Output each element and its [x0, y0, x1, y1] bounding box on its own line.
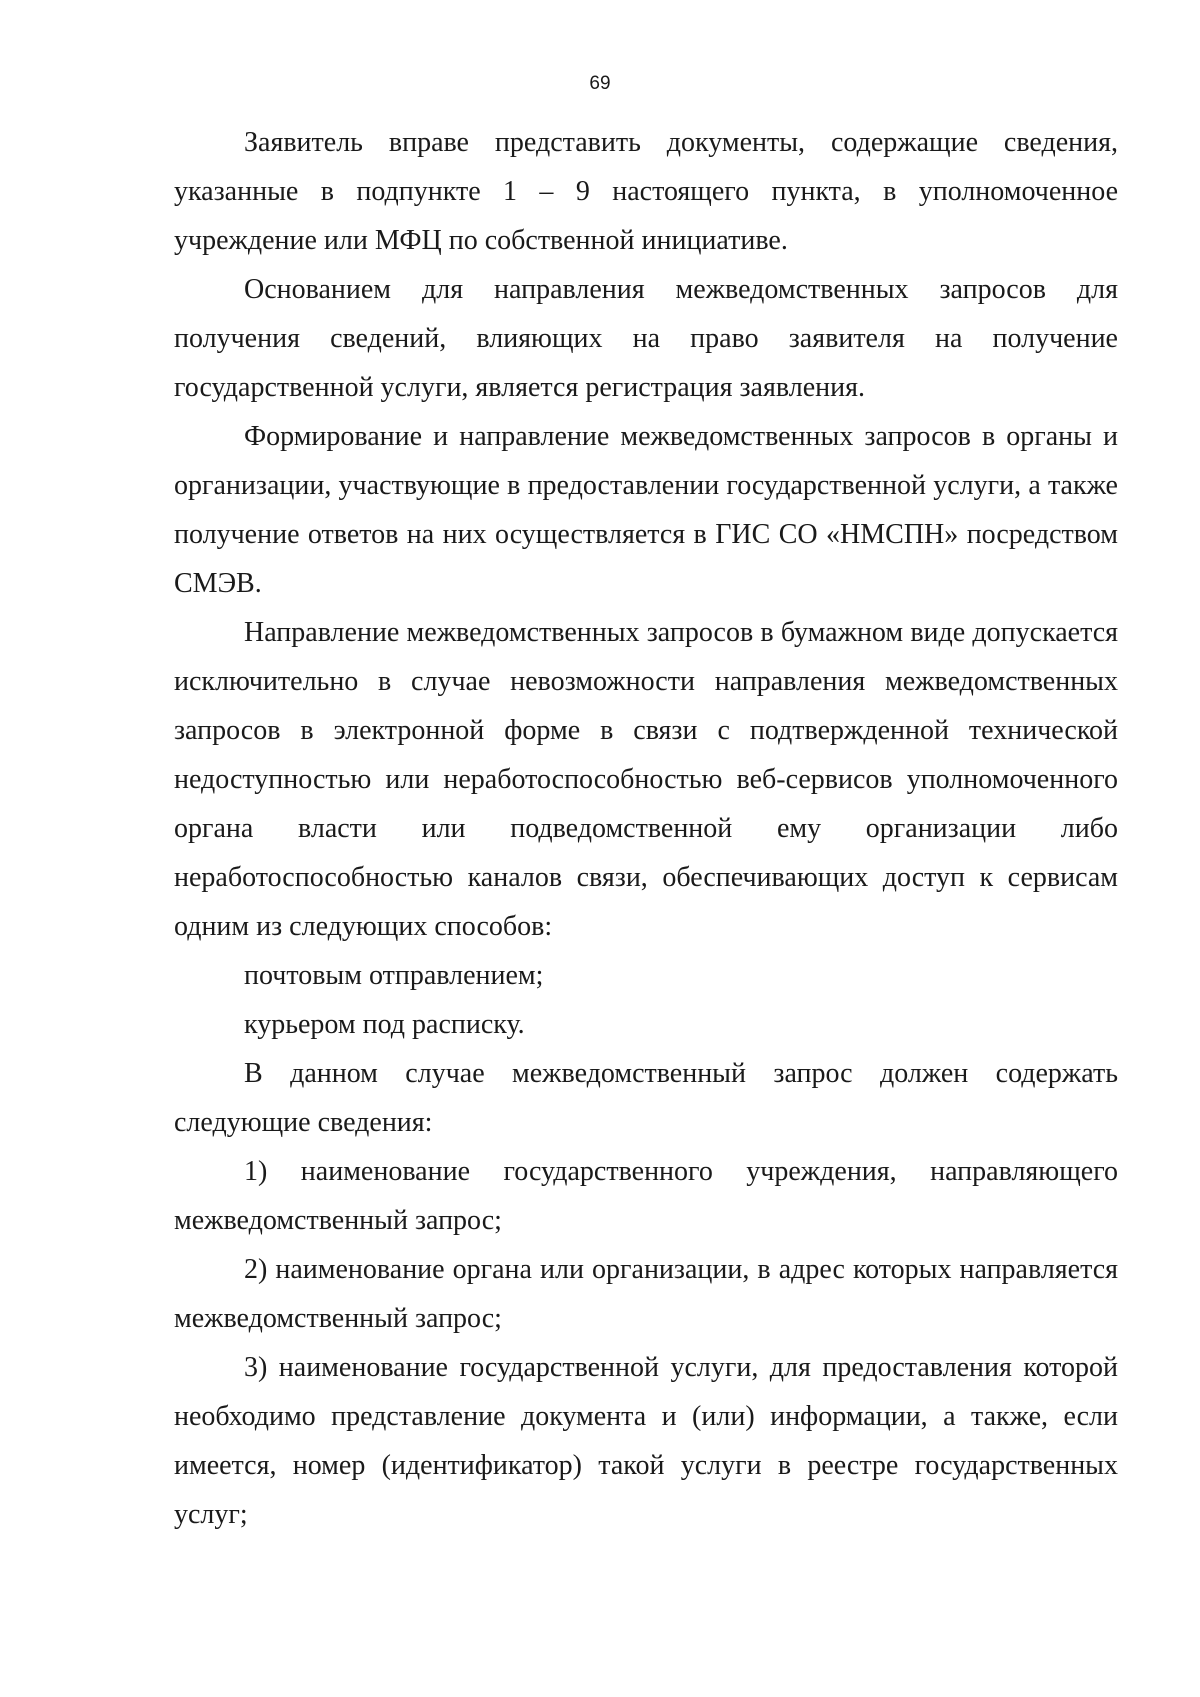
document-body — [174, 118, 1118, 1539]
paragraph-paper-requests: Направление межведомственных запросов в бумажном виде допускается исключительно в случае невозможности направления межведомственных запросов в электронной форме в связи с подтвержденной технической недоступностью или неработоспособностью веб-сервисов уполномоченного органа власти или подведомственной ему организации либо неработоспособностью каналов связи, обеспечивающих доступ к сервисам одним из следующих способов: — [174, 617, 1118, 942]
list-item-1: 1) наименование государственного учреждения, направляющего межведомственный запрос; — [174, 1156, 1118, 1236]
paragraph-applicant-right: Заявитель вправе представить документы, содержащие сведения, указанные в подпункте 1 – 9 настоящего пункта, в уполномоченное учреждение или МФЦ по собственной инициативе. — [174, 127, 1118, 256]
paragraph-by-courier: курьером под расписку. — [244, 1009, 525, 1040]
page-number: 69 — [589, 73, 611, 94]
paragraph-request-contents: В данном случае межведомственный запрос должен содержать следующие сведения: — [174, 1058, 1118, 1138]
paragraph-request-formation: Формирование и направление межведомственных запросов в органы и организации, участвующие в предоставлении государственной услуги, а также получение ответов на них осуществляется в ГИС СО «НМСПН» посредством СМЭВ. — [174, 421, 1118, 599]
paragraph-by-mail: почтовым отправлением; — [244, 960, 544, 991]
paragraph-basis-for-requests: Основанием для направления межведомственных запросов для получения сведений, влияющих на право заявителя на получение государственной услуги, является регистрация заявления. — [174, 274, 1118, 403]
list-item-3: 3) наименование государственной услуги, для предоставления которой необходимо представление документа и (или) информации, а также, если имеется, номер (идентификатор) такой услуги в реестре государственных услуг; — [174, 1352, 1118, 1530]
list-item-2: 2) наименование органа или организации, в адрес которых направляется межведомственный запрос; — [174, 1254, 1118, 1334]
